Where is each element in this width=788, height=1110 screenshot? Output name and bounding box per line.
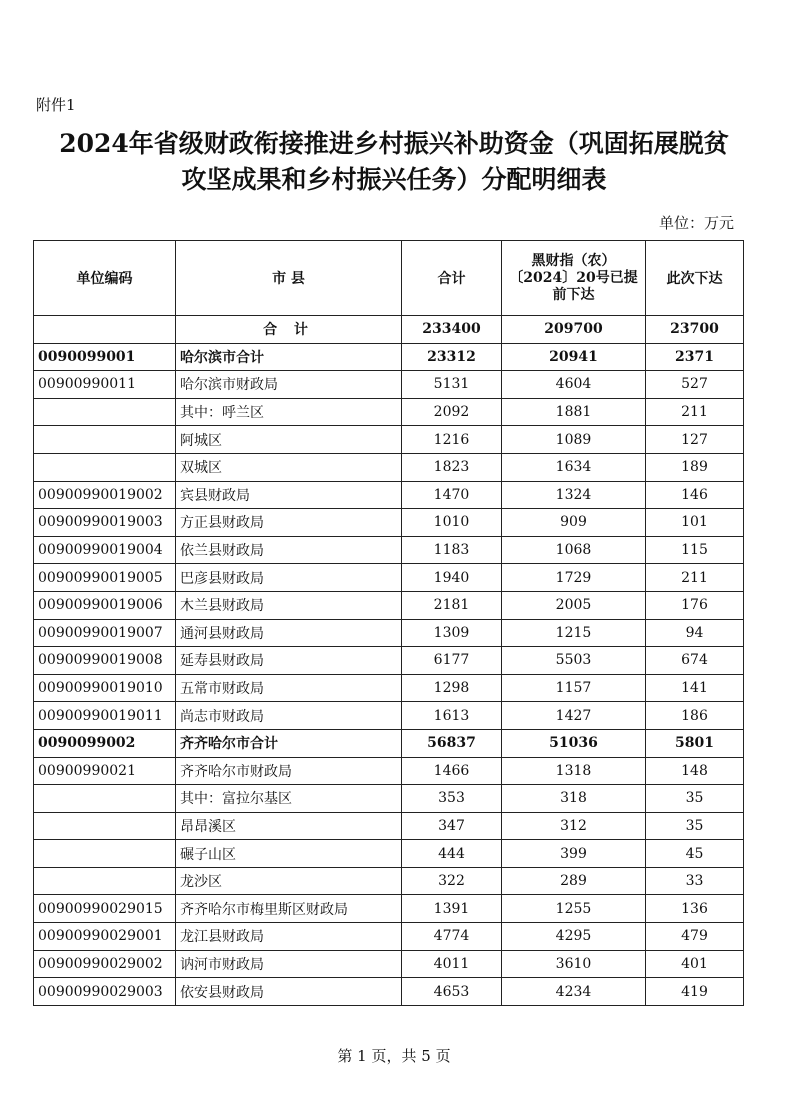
cell-total: 1466	[402, 757, 502, 785]
table-row	[34, 702, 744, 730]
table-row	[34, 785, 744, 813]
cell-current: 5801	[646, 729, 744, 757]
table-row	[34, 509, 744, 537]
cell-county: 方正县财政局	[176, 509, 402, 537]
cell-county: 巴彦县财政局	[176, 564, 402, 592]
cell-code	[34, 453, 176, 481]
cell-code: 00900990021	[34, 757, 176, 785]
cell-code: 00900990019010	[34, 674, 176, 702]
cell-total: 23312	[402, 343, 502, 371]
cell-code	[34, 812, 176, 840]
cell-county: 哈尔滨市合计	[176, 343, 402, 371]
table-row	[34, 371, 744, 399]
cell-advance: 289	[502, 867, 646, 895]
cell-total: 347	[402, 812, 502, 840]
cell-advance: 1068	[502, 536, 646, 564]
cell-advance: 1324	[502, 481, 646, 509]
cell-total: 1823	[402, 453, 502, 481]
cell-code: 00900990029002	[34, 950, 176, 978]
cell-advance: 2005	[502, 591, 646, 619]
cell-code	[34, 316, 176, 344]
table-row	[34, 343, 744, 371]
cell-total: 6177	[402, 647, 502, 675]
cell-current: 148	[646, 757, 744, 785]
cell-advance: 3610	[502, 950, 646, 978]
cell-current: 94	[646, 619, 744, 647]
cell-advance: 318	[502, 785, 646, 813]
cell-current: 35	[646, 785, 744, 813]
cell-county: 碾子山区	[176, 840, 402, 868]
cell-advance: 4295	[502, 923, 646, 951]
header-total: 合计	[402, 241, 502, 316]
cell-advance: 1318	[502, 757, 646, 785]
table-row	[34, 536, 744, 564]
cell-code: 00900990019008	[34, 647, 176, 675]
attachment-label: 附件1	[36, 96, 76, 114]
cell-county: 五常市财政局	[176, 674, 402, 702]
cell-total: 1010	[402, 509, 502, 537]
cell-current: 115	[646, 536, 744, 564]
cell-county: 依兰县财政局	[176, 536, 402, 564]
cell-current: 141	[646, 674, 744, 702]
cell-code: 00900990019011	[34, 702, 176, 730]
table-row	[34, 950, 744, 978]
cell-county: 依安县财政局	[176, 978, 402, 1006]
cell-total: 1470	[402, 481, 502, 509]
cell-county: 龙江县财政局	[176, 923, 402, 951]
cell-code: 00900990029001	[34, 923, 176, 951]
cell-advance: 209700	[502, 316, 646, 344]
cell-county: 尚志市财政局	[176, 702, 402, 730]
cell-total: 2092	[402, 398, 502, 426]
table-row	[34, 619, 744, 647]
header-county: 市 县	[176, 241, 402, 316]
cell-code: 00900990029015	[34, 895, 176, 923]
cell-current: 33	[646, 867, 744, 895]
table-row	[34, 426, 744, 454]
cell-advance: 51036	[502, 729, 646, 757]
table-row	[34, 647, 744, 675]
unit-label: 单位：万元	[658, 214, 734, 232]
cell-current: 45	[646, 840, 744, 868]
header-code: 单位编码	[34, 241, 176, 316]
cell-advance: 399	[502, 840, 646, 868]
title-line-2: 攻坚成果和乡村振兴任务）分配明细表	[181, 165, 607, 194]
table-row	[34, 729, 744, 757]
cell-current: 189	[646, 453, 744, 481]
page-title	[0, 126, 788, 198]
cell-code	[34, 398, 176, 426]
cell-current: 146	[646, 481, 744, 509]
table-row	[34, 564, 744, 592]
cell-code: 0090099002	[34, 729, 176, 757]
cell-advance: 1729	[502, 564, 646, 592]
cell-county: 通河县财政局	[176, 619, 402, 647]
cell-advance: 5503	[502, 647, 646, 675]
cell-current: 419	[646, 978, 744, 1006]
cell-advance: 1089	[502, 426, 646, 454]
cell-current: 136	[646, 895, 744, 923]
table-row	[34, 316, 744, 344]
cell-current: 186	[646, 702, 744, 730]
cell-advance: 20941	[502, 343, 646, 371]
cell-total: 444	[402, 840, 502, 868]
table-row	[34, 481, 744, 509]
cell-current: 176	[646, 591, 744, 619]
cell-current: 35	[646, 812, 744, 840]
page-footer: 第 1 页，共 5 页	[337, 1047, 451, 1065]
header-current: 此次下达	[646, 241, 744, 316]
cell-code: 00900990019007	[34, 619, 176, 647]
table-row	[34, 895, 744, 923]
cell-code: 00900990019004	[34, 536, 176, 564]
cell-total: 1183	[402, 536, 502, 564]
table-row	[34, 757, 744, 785]
cell-advance: 1881	[502, 398, 646, 426]
cell-county: 昂昂溪区	[176, 812, 402, 840]
cell-code: 00900990019002	[34, 481, 176, 509]
cell-code: 00900990019005	[34, 564, 176, 592]
cell-total: 1298	[402, 674, 502, 702]
cell-county: 讷河市财政局	[176, 950, 402, 978]
cell-total: 1391	[402, 895, 502, 923]
cell-current: 23700	[646, 316, 744, 344]
table-row	[34, 812, 744, 840]
cell-county: 合 计	[176, 316, 402, 344]
table-header-row	[34, 241, 744, 316]
cell-total: 4653	[402, 978, 502, 1006]
cell-current: 101	[646, 509, 744, 537]
cell-advance: 1255	[502, 895, 646, 923]
table-row	[34, 867, 744, 895]
cell-code: 00900990011	[34, 371, 176, 399]
cell-current: 211	[646, 398, 744, 426]
cell-advance: 4604	[502, 371, 646, 399]
cell-total: 4774	[402, 923, 502, 951]
cell-current: 2371	[646, 343, 744, 371]
cell-county: 延寿县财政局	[176, 647, 402, 675]
cell-county: 齐齐哈尔市合计	[176, 729, 402, 757]
table-body	[34, 316, 744, 1006]
cell-current: 674	[646, 647, 744, 675]
table-row	[34, 674, 744, 702]
cell-county: 齐齐哈尔市梅里斯区财政局	[176, 895, 402, 923]
cell-total: 1216	[402, 426, 502, 454]
cell-county: 齐齐哈尔市财政局	[176, 757, 402, 785]
table-row	[34, 398, 744, 426]
cell-county: 木兰县财政局	[176, 591, 402, 619]
table-row	[34, 591, 744, 619]
cell-total: 322	[402, 867, 502, 895]
cell-total: 1309	[402, 619, 502, 647]
title-line-1: 2024年省级财政衔接推进乡村振兴补助资金（巩固拓展脱贫	[59, 129, 729, 158]
table-row	[34, 978, 744, 1006]
cell-code: 00900990019003	[34, 509, 176, 537]
cell-advance: 312	[502, 812, 646, 840]
cell-county: 其中：富拉尔基区	[176, 785, 402, 813]
cell-total: 5131	[402, 371, 502, 399]
header-advance: 黑财指（农）〔2024〕20号已提前下达	[502, 241, 646, 316]
cell-code	[34, 426, 176, 454]
cell-county: 龙沙区	[176, 867, 402, 895]
cell-current: 479	[646, 923, 744, 951]
cell-current: 401	[646, 950, 744, 978]
cell-total: 4011	[402, 950, 502, 978]
cell-advance: 909	[502, 509, 646, 537]
table-row	[34, 923, 744, 951]
cell-code: 00900990019006	[34, 591, 176, 619]
cell-code	[34, 840, 176, 868]
allocation-table	[33, 240, 744, 1006]
cell-current: 211	[646, 564, 744, 592]
cell-county: 宾县财政局	[176, 481, 402, 509]
cell-county: 双城区	[176, 453, 402, 481]
cell-current: 527	[646, 371, 744, 399]
cell-code	[34, 867, 176, 895]
cell-advance: 1634	[502, 453, 646, 481]
cell-advance: 1427	[502, 702, 646, 730]
cell-advance: 1157	[502, 674, 646, 702]
cell-total: 1940	[402, 564, 502, 592]
cell-advance: 4234	[502, 978, 646, 1006]
table-row	[34, 453, 744, 481]
cell-code: 0090099001	[34, 343, 176, 371]
table-row	[34, 840, 744, 868]
cell-total: 353	[402, 785, 502, 813]
cell-advance: 1215	[502, 619, 646, 647]
cell-total: 1613	[402, 702, 502, 730]
cell-total: 233400	[402, 316, 502, 344]
cell-total: 2181	[402, 591, 502, 619]
cell-county: 其中：呼兰区	[176, 398, 402, 426]
cell-current: 127	[646, 426, 744, 454]
cell-total: 56837	[402, 729, 502, 757]
cell-code	[34, 785, 176, 813]
cell-code: 00900990029003	[34, 978, 176, 1006]
cell-county: 哈尔滨市财政局	[176, 371, 402, 399]
cell-county: 阿城区	[176, 426, 402, 454]
